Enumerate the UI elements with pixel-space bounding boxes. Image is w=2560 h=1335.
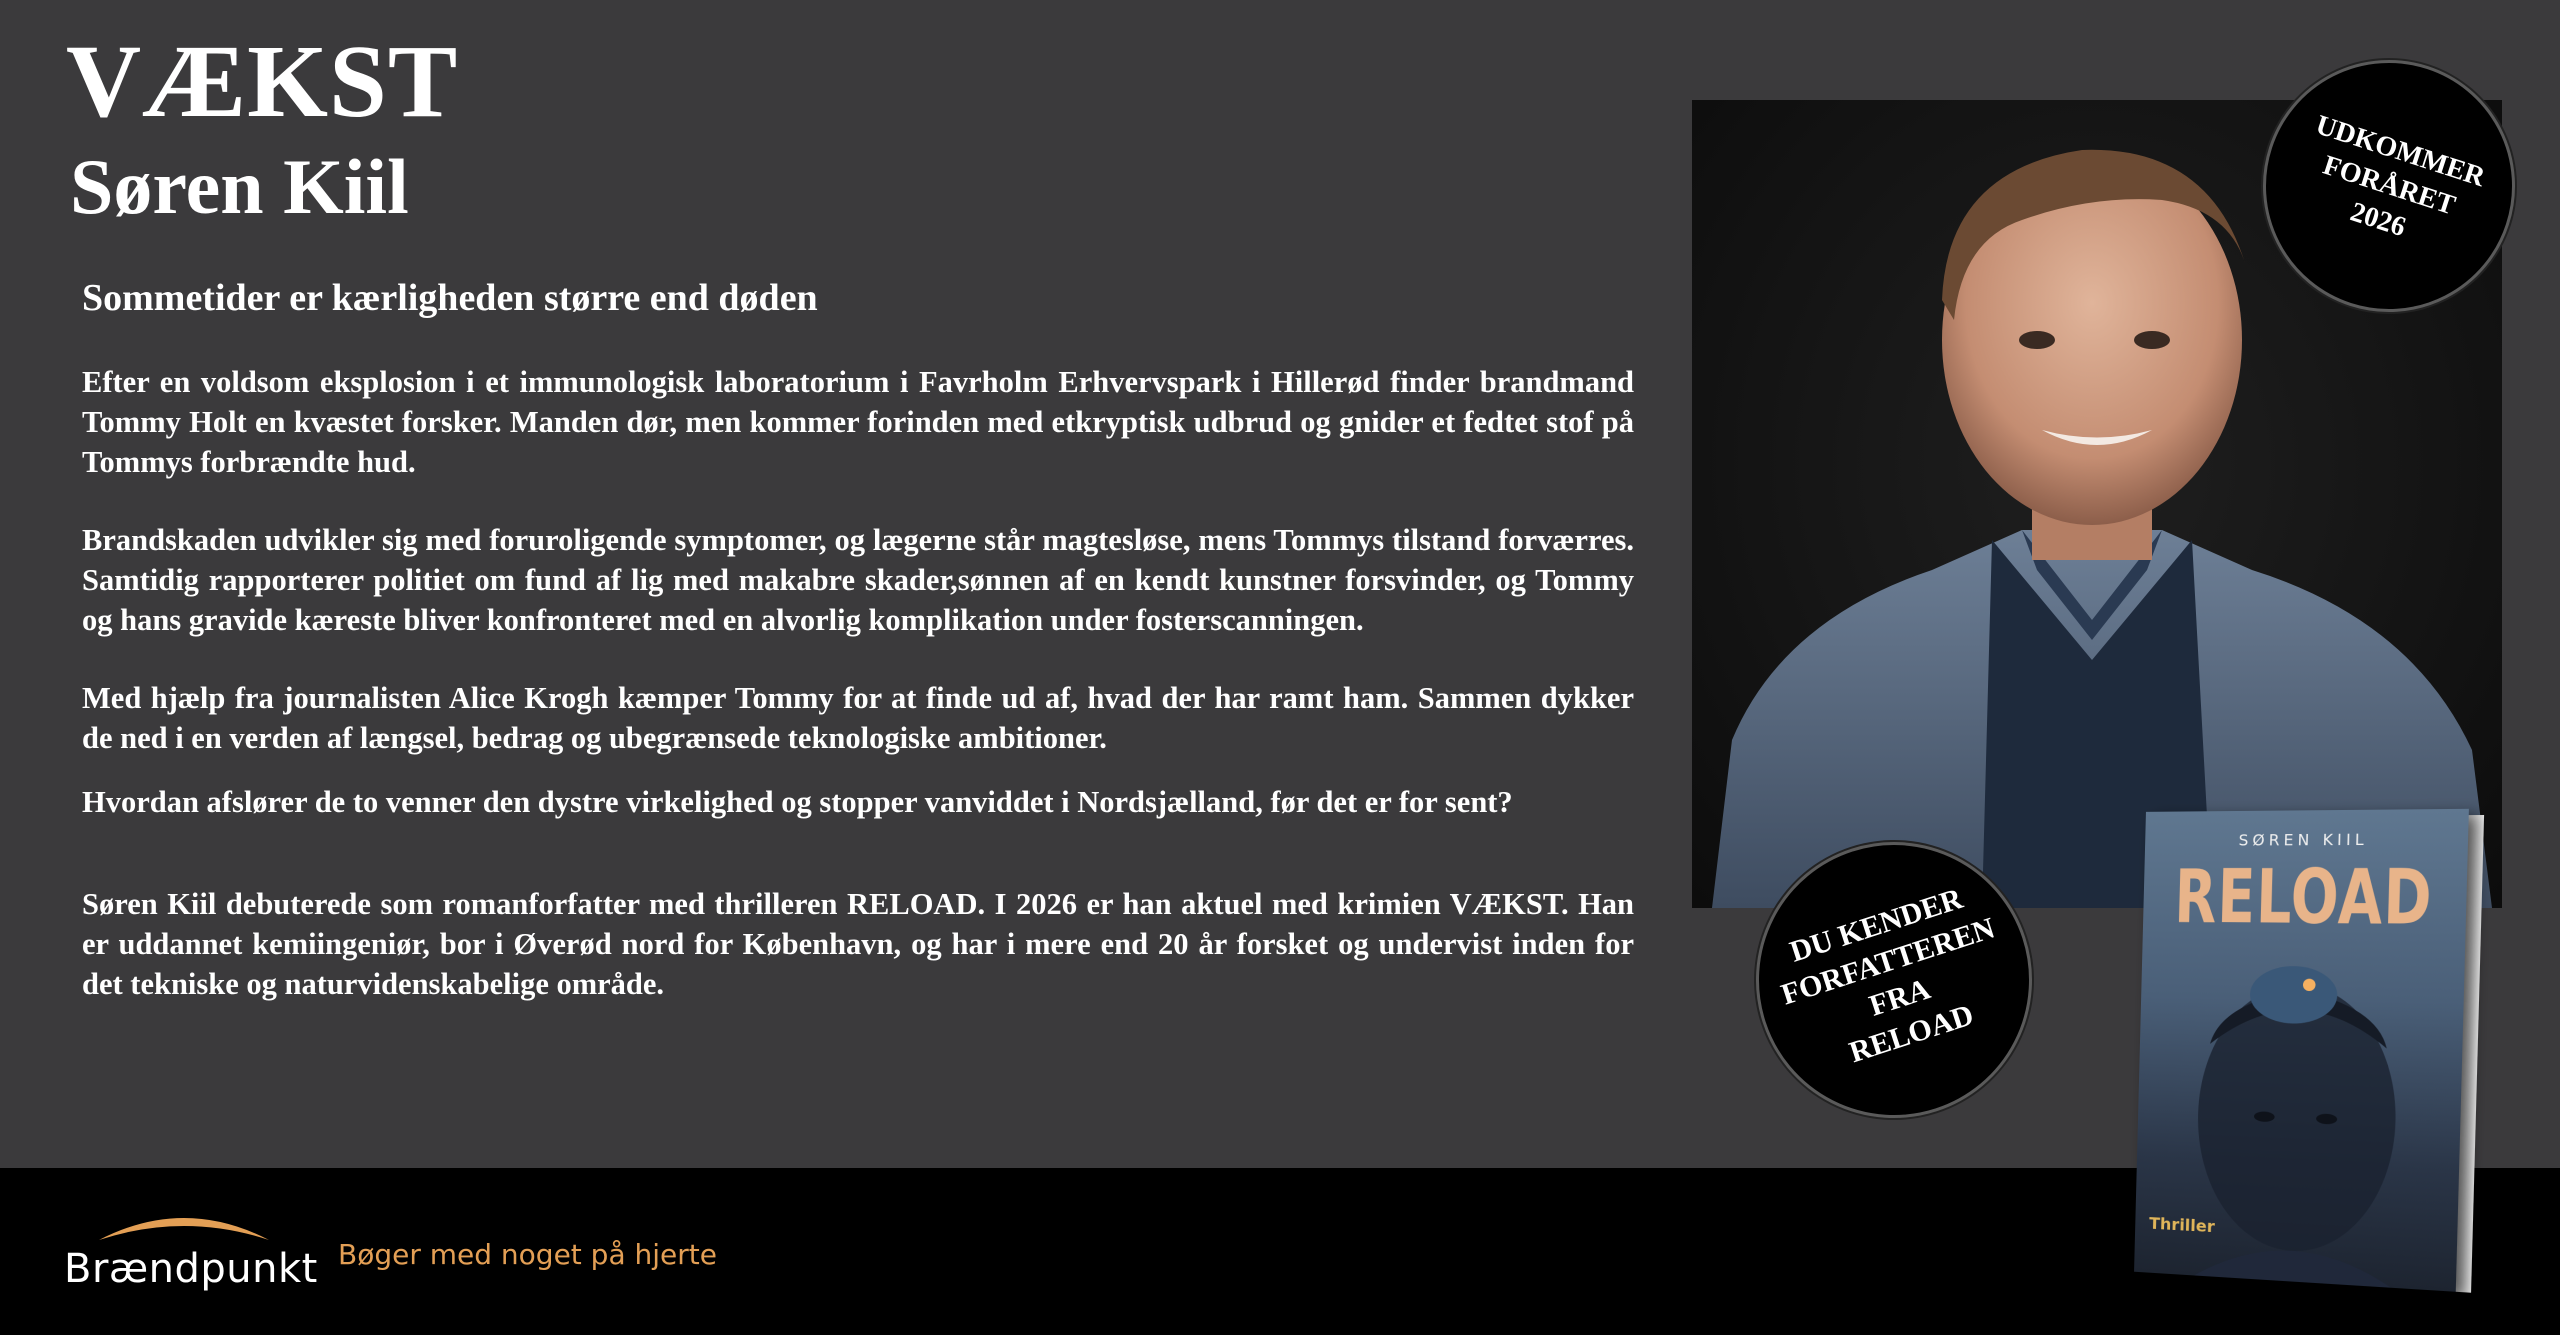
blurb-subtitle: Sommetider er kærligheden større end døden	[82, 277, 818, 319]
known-author-badge-text: DU KENDER FORFATTEREN FRA RELOAD	[1777, 881, 1999, 1070]
book-cover-title: RELOAD	[2173, 853, 2434, 943]
author-bio: Søren Kiil debuterede som romanforfatter med thrilleren RELOAD. I 2026 er han aktuel med krimien VÆKST. Han er uddannet kemiingeniør, bor i Øverød nord for København, og har i mere end 20 år forsket og undervist inden for det tekniske og naturvidenskabelige område.	[82, 886, 1634, 1001]
reload-book-cover	[2134, 809, 2469, 1292]
publisher-logo	[64, 1204, 318, 1304]
release-badge-text: UDKOMMER FORÅRET 2026	[2311, 109, 2489, 244]
book-genre: Thriller	[2148, 1213, 2216, 1237]
blurb-paragraph-3: Med hjælp fra journalisten Alice Krogh kæmper Tommy for at finde ud af, hvad der har ramt ham. Sammen dykker de ned i en verden af længsel, bedrag og ubegrænsede teknologiske ambitioner.	[82, 680, 1634, 755]
blurb-section	[82, 276, 1634, 1004]
author-name: Søren Kiil	[70, 143, 409, 230]
publisher-tagline: Bøger med noget på hjerte	[338, 1238, 717, 1271]
blurb-paragraph-1: Efter en voldsom eksplosion i et immunologisk laboratorium i Favrholm Erhvervspark i Hillerød finder brandmand Tommy Holt en kvæstet forsker. Manden dør, men kommer forinden med etkryptisk udbrud og gnider et fedtet stof på Tommys forbrændte hud.	[82, 364, 1634, 479]
logo-arc-icon	[94, 1204, 274, 1244]
book-cover-front	[2134, 809, 2469, 1292]
blurb-paragraph-4: Hvordan afslører de to venner den dystre virkelighed og stopper vanviddet i Nordsjælland, før det er for sent?	[82, 784, 1513, 819]
blurb-paragraph-2: Brandskaden udvikler sig med foruroligende symptomer, og lægerne står magtesløse, mens Tommys tilstand forværres. Samtidig rapporterer politiet om fund af lig med makabre skader,sønnen af en kendt kunstner forsvinder, og Tommy og hans gravide kæreste bliver konfronteret med en alvorlig komplikation under fosterscanningen.	[82, 522, 1634, 637]
book-title: VÆKST	[66, 24, 459, 139]
book-author: SØREN KIIL	[2238, 830, 2369, 850]
publisher-name: Brændpunkt	[64, 1246, 318, 1292]
